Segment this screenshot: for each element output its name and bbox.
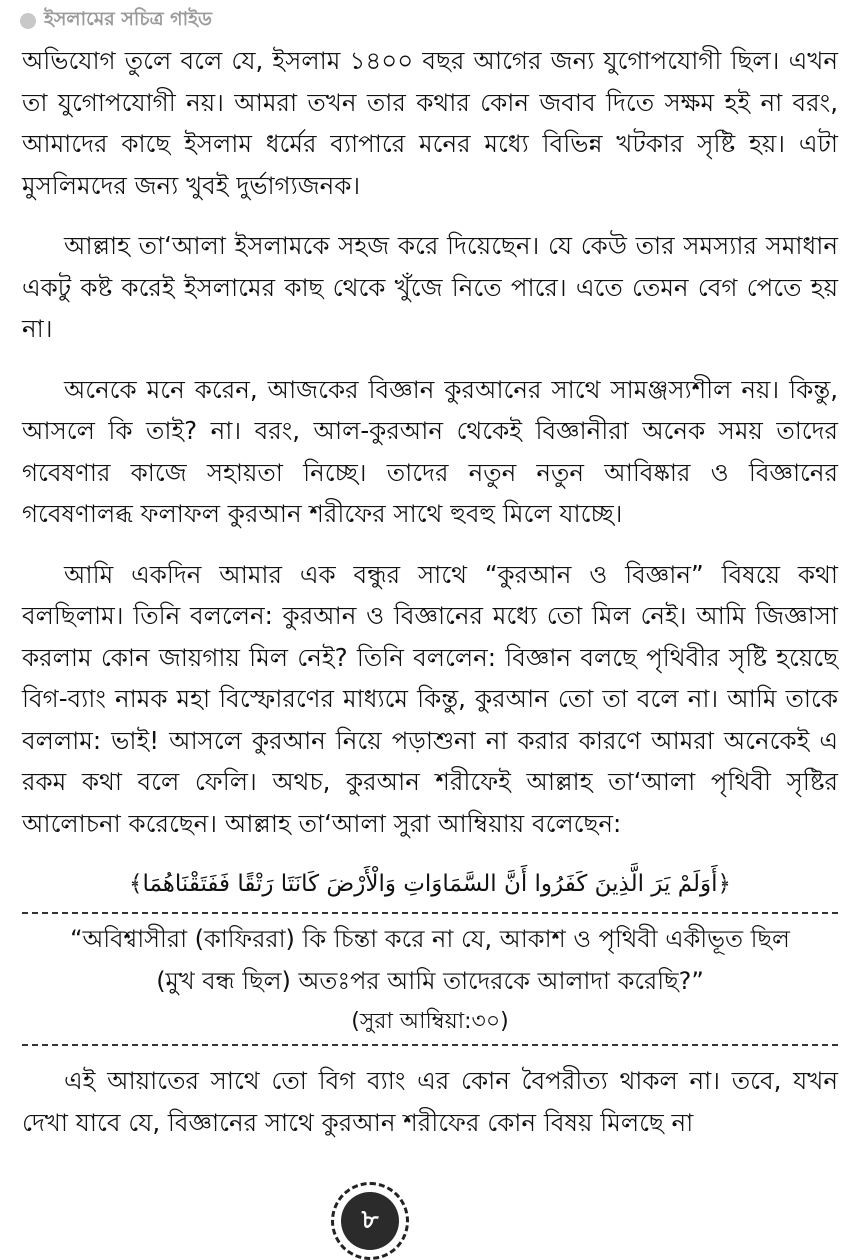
paragraph-5: এই আয়াতের সাথে তো বিগ ব্যাং এর কোন বৈপরীত্য থাকল না। তবে, যখন দেখা যাবে যে, বিজ্ঞানের সাথে কুরআন শরীফের কোন বিষয় মিলছে না [22,1066,838,1137]
page-number: ৮ [341,1192,399,1250]
page-number-badge [331,1182,409,1260]
paragraph-2: আল্লাহ তা‘আলা ইসলামকে সহজ করে দিয়েছেন। যে কেউ তার সমস্যার সমাধান একটু কষ্ট করেই ইসলামের কাছ থেকে খুঁজে নিতে পারে। এতে তেমন বেগ পেতে হয় না। [22,231,838,343]
arabic-verse: ﴿أَوَلَمْ يَرَ الَّذِينَ كَفَرُوا أَنَّ السَّمَاوَاتِ وَالْأَرْضَ كَانَتَا رَتْقًا فَفَتَقْنَاهُمَا﴾ [128,871,732,897]
page-body [22,40,838,1162]
paragraph-1: অভিযোগ তুলে বলে যে, ইসলাম ১৪০০ বছর আগের জন্য যুগোপযোগী ছিল। এখন তা যুগোপযোগী নয়। আমরা তখন তার কথার কোন জবাব দিতে সক্ষম হই না বরং, আমাদের কাছে ইসলাম ধর্মের ব্যাপারে মনের মধ্যে বিভিন্ন খটকার সৃষ্টি হয়। এটা মুসলিমদের জন্য খুবই দুর্ভাগ্যজনক। [22,46,838,200]
book-title: ইসলামের সচিত্র গাইড [44,8,212,30]
paragraph-3: অনেকে মনে করেন, আজকের বিজ্ঞান কুরআনের সাথে সামঞ্জস্যশীল নয়। কিন্তু, আসলে কি তাই? না। বরং, আল-কুরআন থেকেই বিজ্ঞানীরা অনেক সময় তাদের গবেষণার কাজে সহায়তা নিচ্ছে। তাদের নতুন নতুন আবিষ্কার ও বিজ্ঞানের গবেষণালব্ধ ফলাফল কুরআন শরীফের সাথে হুবহু মিলে যাচ্ছে। [22,374,838,528]
translation-line-1: “অবিশ্বাসীরা (কাফিররা) কি চিন্তা করে না যে, আকাশ ও পৃথিবী একীভূত ছিল [70,925,790,953]
circle-bullet-icon [20,13,36,29]
verse-reference: (সুরা আম্বিয়া:৩০) [351,1009,509,1034]
running-header [20,6,212,36]
verse-translation-box [22,914,838,1044]
divider-bottom [22,1044,838,1046]
translation-line-2: (মুখ বন্ধ ছিল) অতঃপর আমি তাদেরকে আলাদা করেছি?” [156,967,704,995]
paragraph-4: আমি একদিন আমার এক বন্ধুর সাথে “কুরআন ও বিজ্ঞান” বিষয়ে কথা বলছিলাম। তিনি বললেন: কুরআন ও বিজ্ঞানের মধ্যে তো মিল নেই। আমি জিজ্ঞাসা করলাম কোন জায়গায় মিল নেই? তিনি বললেন: বিজ্ঞান বলছে পৃথিবীর সৃষ্টি হয়েছে বিগ-ব্যাং নামক মহা বিস্ফোরণের মাধ্যমে কিন্তু, কুরআন তো তা বলে না। আমি তাকে বললাম: ভাই! আসলে কুরআন নিয়ে পড়াশুনা না করার কারণে আমরা অনেকেই এ রকম কথা বলে ফেলি। অথচ, কুরআন শরীফেই আল্লাহ তা‘আলা পৃথিবী সৃষ্টির আলোচনা করেছেন। আল্লাহ তা‘আলা সুরা আম্বিয়ায় বলেছেন: [22,559,838,838]
